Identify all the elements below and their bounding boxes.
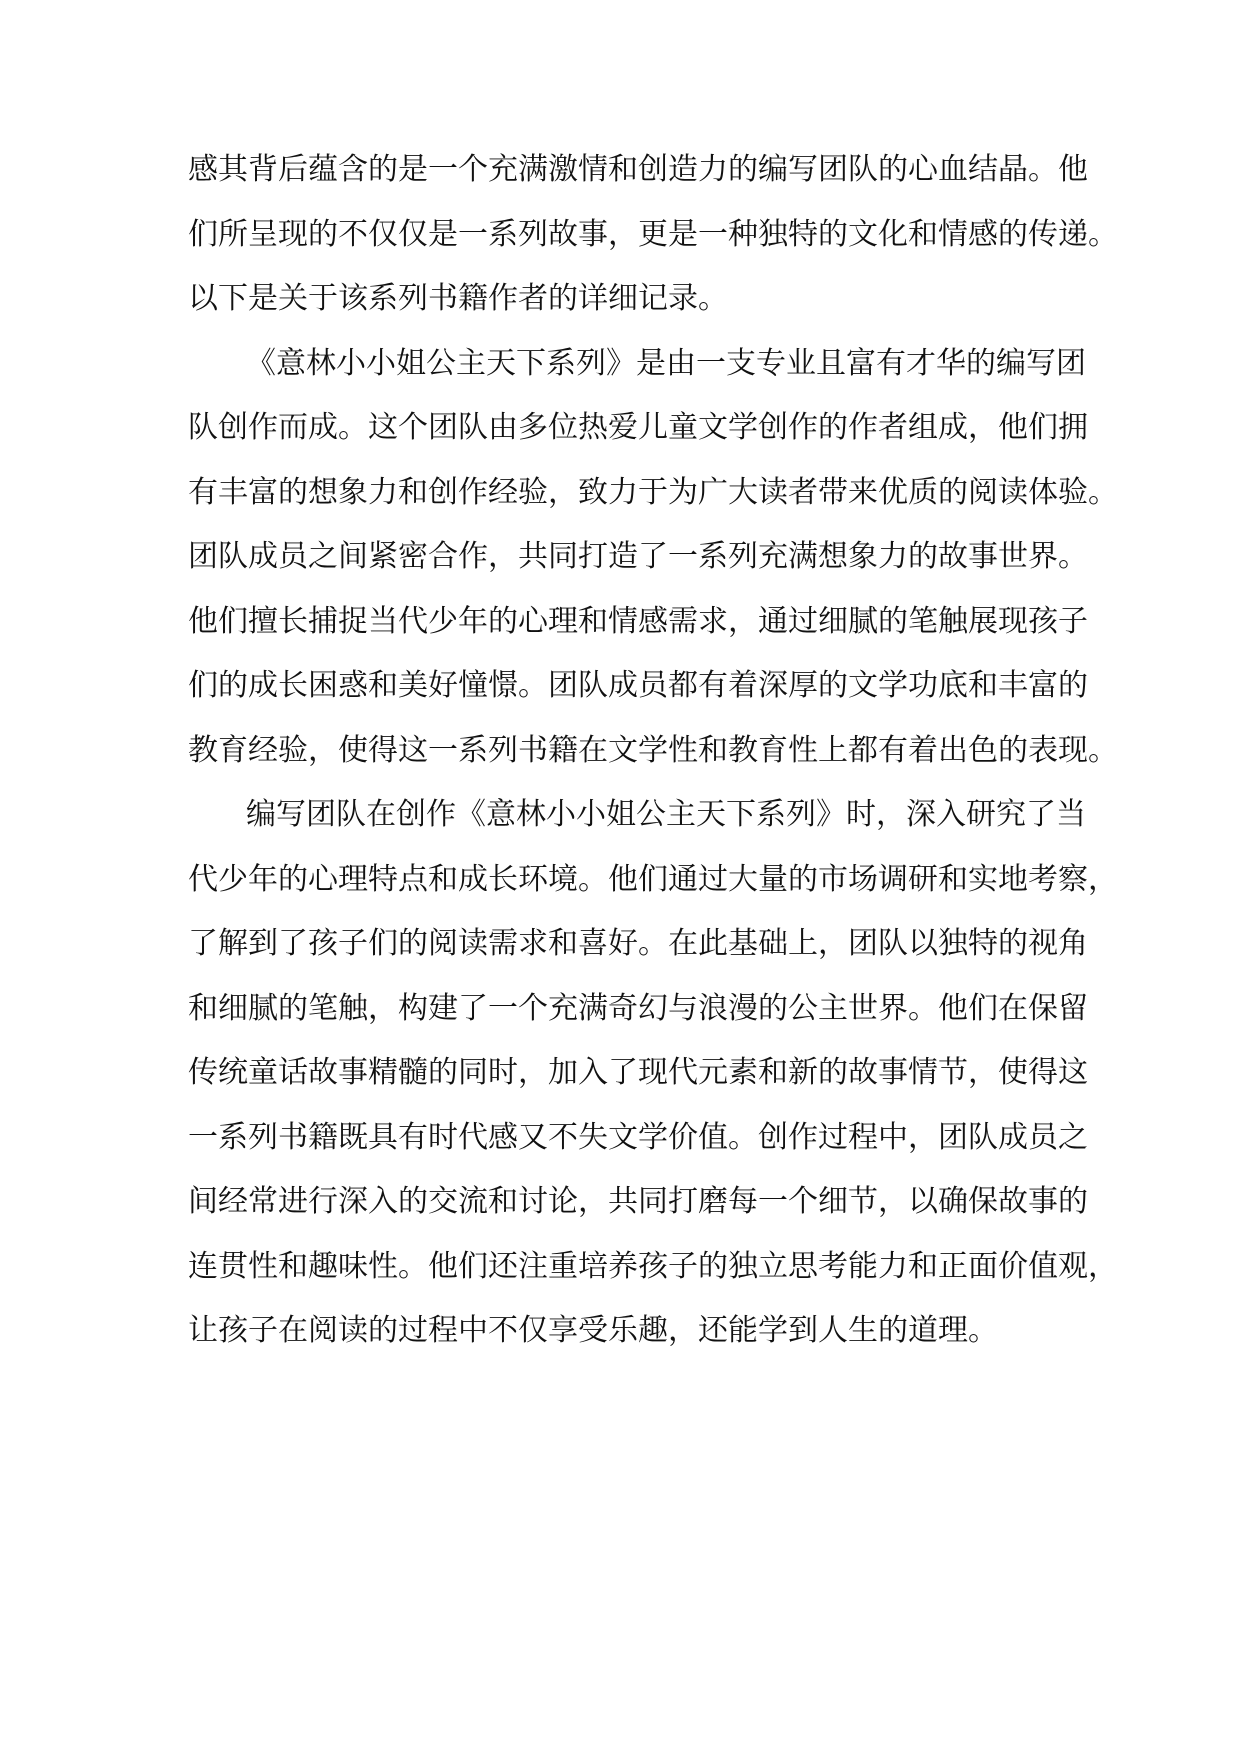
text-line: 有丰富的想象力和创作经验，致力于为广大读者带来优质的阅读体验。 bbox=[188, 474, 1118, 510]
text-line: 间经常进行深入的交流和讨论，共同打磨每一个细节，以确保故事的 bbox=[188, 1184, 1088, 1219]
document-body bbox=[188, 138, 1118, 1364]
text-line: 队创作而成。这个团队由多位热爱儿童文学创作的作者组成，他们拥 bbox=[188, 410, 1088, 445]
text-line: 让孩子在阅读的过程中不仅享受乐趣，还能学到人生的道理。 bbox=[188, 1313, 998, 1348]
text-line: 教育经验，使得这一系列书籍在文学性和教育性上都有着出色的表现。 bbox=[188, 732, 1118, 768]
text-line: 以下是关于该系列书籍作者的详细记录。 bbox=[188, 281, 728, 316]
text-line: 代少年的心理特点和成长环境。他们通过大量的市场调研和实地考察， bbox=[188, 861, 1118, 897]
text-line: 连贯性和趣味性。他们还注重培养孩子的独立思考能力和正面价值观， bbox=[188, 1248, 1118, 1284]
text-line-first: 《意林小小姐公主天下系列》是由一支专业且富有才华的编写团 bbox=[246, 345, 1086, 381]
text-line: 们的成长困惑和美好憧憬。团队成员都有着深厚的文学功底和丰富的 bbox=[188, 668, 1088, 703]
paragraph-1 bbox=[188, 138, 1118, 332]
paragraph-3 bbox=[188, 783, 1118, 1364]
text-line: 了解到了孩子们的阅读需求和喜好。在此基础上，团队以独特的视角 bbox=[188, 926, 1088, 961]
text-line: 传统童话故事精髓的同时，加入了现代元素和新的故事情节，使得这 bbox=[188, 1055, 1088, 1090]
text-line: 他们擅长捕捉当代少年的心理和情感需求，通过细腻的笔触展现孩子 bbox=[188, 603, 1088, 639]
paragraph-2 bbox=[188, 332, 1118, 784]
text-line-first: 编写团队在创作《意林小小姐公主天下系列》时，深入研究了当 bbox=[246, 797, 1086, 832]
text-line: 们所呈现的不仅仅是一系列故事，更是一种独特的文化和情感的传递。 bbox=[188, 216, 1118, 252]
text-line: 和细腻的笔触，构建了一个充满奇幻与浪漫的公主世界。他们在保留 bbox=[188, 990, 1088, 1026]
text-line: 团队成员之间紧密合作，共同打造了一系列充满想象力的故事世界。 bbox=[188, 539, 1088, 574]
text-line: 感其背后蕴含的是一个充满激情和创造力的编写团队的心血结晶。他 bbox=[188, 152, 1088, 187]
text-line: 一系列书籍既具有时代感又不失文学价值。创作过程中，团队成员之 bbox=[188, 1119, 1088, 1155]
